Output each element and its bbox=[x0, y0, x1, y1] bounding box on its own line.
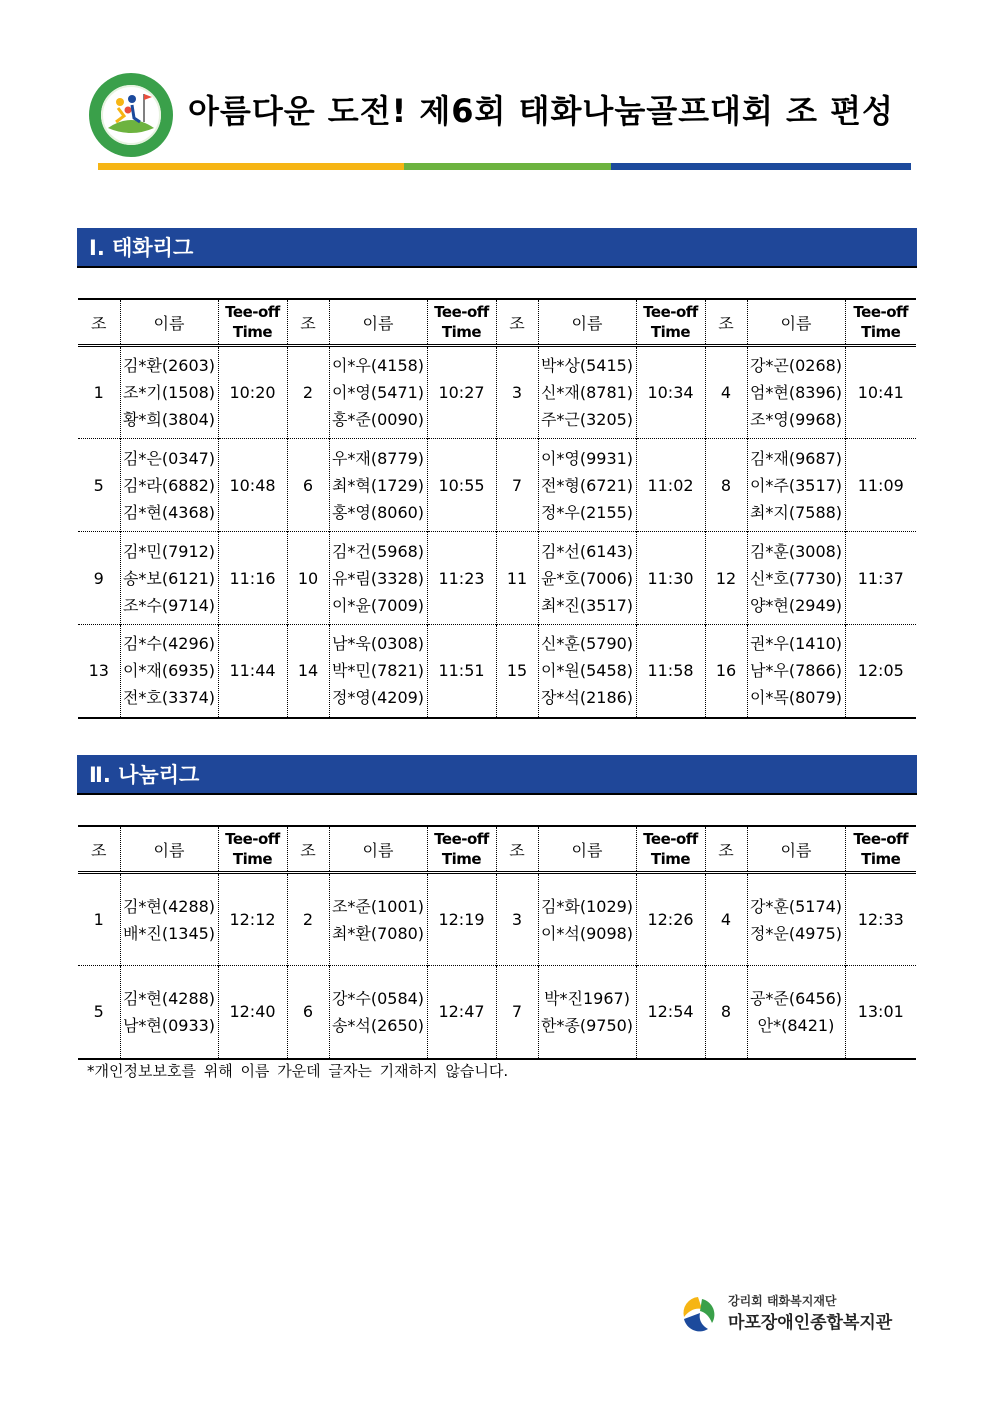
tee-off-label: Tee-off bbox=[853, 303, 909, 321]
player-name: 신*재(8781) bbox=[540, 383, 634, 402]
column-header-group: 조 bbox=[496, 826, 538, 873]
player-name: 김*현(4288) bbox=[122, 896, 216, 916]
player-name: 김*선(6143) bbox=[540, 541, 634, 561]
title-underline-yellow bbox=[98, 163, 404, 170]
tee-off-time: 12:19 bbox=[427, 873, 496, 966]
group-number: 12 bbox=[705, 532, 747, 625]
player-name: 우*재(8779) bbox=[331, 448, 425, 468]
player-names bbox=[747, 625, 845, 718]
player-name: 윤*호(7006) bbox=[540, 568, 634, 588]
group-number: 9 bbox=[93, 568, 104, 588]
group-number: 11 bbox=[496, 532, 538, 625]
table-row bbox=[78, 966, 916, 1059]
player-name: 남*우(7866) bbox=[749, 661, 843, 681]
player-names bbox=[538, 966, 636, 1059]
column-header-tee-off-time bbox=[636, 299, 705, 346]
group-number: 5 bbox=[93, 475, 104, 495]
tee-off-label: Tee-off bbox=[225, 303, 280, 321]
time-label: Time bbox=[232, 850, 273, 868]
group-number: 2 bbox=[287, 873, 329, 966]
player-name: 강*훈(5174) bbox=[749, 896, 843, 916]
tee-off-time: 11:51 bbox=[427, 625, 496, 718]
group-number: 6 bbox=[287, 439, 329, 532]
player-name: 이*영(5471) bbox=[331, 383, 425, 402]
column-header-tee-off-time bbox=[218, 826, 287, 873]
tee-off-time: 11:23 bbox=[427, 532, 496, 625]
player-name: 전*형(6721) bbox=[540, 475, 634, 495]
player-name: 남*현(0933) bbox=[122, 1015, 216, 1035]
tee-off-time: 10:27 bbox=[427, 346, 496, 439]
player-names bbox=[329, 966, 427, 1059]
player-name: 김*은(0347) bbox=[122, 448, 216, 468]
tee-off-label: Tee-off bbox=[643, 830, 698, 848]
player-names bbox=[747, 346, 845, 439]
player-name: 홍*준(0090) bbox=[331, 410, 425, 429]
player-name: 송*석(2650) bbox=[331, 1015, 425, 1035]
player-name: 이*주(3517) bbox=[749, 475, 843, 495]
player-name: 최*혁(1729) bbox=[331, 475, 425, 495]
player-names bbox=[329, 873, 427, 966]
player-name: 김*라(6882) bbox=[122, 475, 216, 495]
column-header-tee-off-time bbox=[845, 299, 916, 346]
player-name: 박*민(7821) bbox=[331, 661, 425, 681]
player-name: 황*희(3804) bbox=[122, 410, 216, 429]
player-names bbox=[329, 625, 427, 718]
player-names bbox=[538, 873, 636, 966]
page-title: 아름다운 도전! 제6회 태화나눔골프대회 조 편성 bbox=[188, 92, 894, 130]
player-name: 공*준(6456) bbox=[749, 988, 843, 1008]
group-number: 3 bbox=[496, 346, 538, 439]
player-names bbox=[747, 966, 845, 1059]
player-name: 최*진(3517) bbox=[540, 595, 634, 615]
player-name: 장*석(2186) bbox=[540, 688, 634, 708]
time-label: Time bbox=[650, 850, 691, 868]
group-number: 7 bbox=[496, 439, 538, 532]
player-name: 조*영(9968) bbox=[749, 410, 843, 429]
player-name: 안*(8421) bbox=[757, 1015, 835, 1035]
golf-tournament-emblem-icon bbox=[88, 72, 174, 158]
tee-off-label: Tee-off bbox=[434, 830, 489, 848]
time-label: Time bbox=[441, 850, 482, 868]
group-number: 8 bbox=[705, 966, 747, 1059]
group-number: 1 bbox=[93, 383, 104, 402]
tee-off-time: 10:41 bbox=[845, 346, 916, 439]
tee-off-time: 10:34 bbox=[636, 346, 705, 439]
column-header-group: 조 bbox=[705, 299, 747, 346]
player-name: 이*윤(7009) bbox=[331, 595, 425, 615]
time-label: Time bbox=[861, 850, 901, 868]
player-name: 최*환(7080) bbox=[331, 923, 425, 943]
group-number: 1 bbox=[93, 910, 104, 929]
player-name: 이*영(9931) bbox=[540, 448, 634, 468]
tee-off-time: 12:33 bbox=[845, 873, 916, 966]
tee-off-label: Tee-off bbox=[853, 830, 909, 848]
player-name: 전*호(3374) bbox=[122, 688, 216, 708]
tee-off-label: Tee-off bbox=[643, 303, 698, 321]
tee-off-time: 11:02 bbox=[636, 439, 705, 532]
player-names bbox=[329, 439, 427, 532]
player-name: 김*화(1029) bbox=[540, 896, 634, 916]
player-names bbox=[538, 346, 636, 439]
tee-off-time: 11:44 bbox=[218, 625, 287, 718]
section-header-league2: Ⅱ. 나눔리그 bbox=[77, 755, 917, 795]
tee-off-time: 11:09 bbox=[845, 439, 916, 532]
column-header-name: 이름 bbox=[329, 299, 427, 346]
group-number: 15 bbox=[496, 625, 538, 718]
player-names bbox=[120, 532, 218, 625]
player-name: 정*운(4975) bbox=[749, 923, 843, 943]
column-header-group: 조 bbox=[705, 826, 747, 873]
group-number: 13 bbox=[88, 661, 109, 681]
player-name: 김*현(4288) bbox=[122, 988, 216, 1008]
table-row bbox=[78, 439, 916, 532]
column-header-group: 조 bbox=[287, 826, 329, 873]
player-name: 정*우(2155) bbox=[540, 502, 634, 522]
group-number: 5 bbox=[93, 1002, 104, 1022]
player-name: 배*진(1345) bbox=[122, 923, 216, 943]
table-row bbox=[78, 532, 916, 625]
league1-table bbox=[78, 298, 916, 719]
group-number: 14 bbox=[287, 625, 329, 718]
tee-off-time: 10:48 bbox=[218, 439, 287, 532]
player-name: 이*재(6935) bbox=[122, 661, 216, 681]
player-name: 엄*현(8396) bbox=[749, 383, 843, 402]
player-name: 강*수(0584) bbox=[331, 988, 425, 1008]
player-name: 이*석(9098) bbox=[540, 923, 634, 943]
player-name: 남*욱(0308) bbox=[331, 634, 425, 654]
header-row bbox=[78, 826, 916, 873]
title-underline-green bbox=[404, 163, 611, 170]
player-names bbox=[120, 625, 218, 718]
player-name: 신*호(7730) bbox=[749, 568, 843, 588]
player-names bbox=[747, 873, 845, 966]
column-header-group: 조 bbox=[91, 840, 107, 860]
player-name: 김*현(4368) bbox=[122, 502, 216, 522]
tee-off-time: 11:37 bbox=[845, 532, 916, 625]
player-names bbox=[747, 532, 845, 625]
welfare-center-logo-icon bbox=[678, 1293, 720, 1333]
footer-org-main: 마포장애인종합복지관 bbox=[728, 1313, 893, 1333]
tee-off-time: 12:12 bbox=[218, 873, 287, 966]
player-name: 이*목(8079) bbox=[749, 688, 843, 708]
player-name: 양*현(2949) bbox=[749, 595, 843, 615]
privacy-note: *개인정보보호를 위해 이름 가운데 글자는 기재하지 않습니다. bbox=[87, 1062, 509, 1080]
group-number: 6 bbox=[287, 966, 329, 1059]
table-row bbox=[78, 346, 916, 439]
player-name: 박*진1967) bbox=[544, 988, 630, 1008]
player-name: 강*곤(0268) bbox=[749, 356, 843, 375]
player-name: 최*지(7588) bbox=[749, 502, 843, 522]
tee-off-time: 10:55 bbox=[427, 439, 496, 532]
player-name: 김*재(9687) bbox=[749, 448, 843, 468]
player-name: 주*근(3205) bbox=[540, 410, 634, 429]
time-label: Time bbox=[232, 323, 273, 341]
player-names bbox=[120, 439, 218, 532]
tee-off-time: 12:26 bbox=[636, 873, 705, 966]
column-header-group: 조 bbox=[287, 299, 329, 346]
player-names bbox=[120, 873, 218, 966]
footer-org-sub: 강리회 태화복지재단 bbox=[728, 1294, 837, 1308]
player-names bbox=[120, 966, 218, 1059]
column-header-tee-off-time bbox=[845, 826, 916, 873]
column-header-group: 조 bbox=[496, 299, 538, 346]
group-number: 16 bbox=[705, 625, 747, 718]
tee-off-time: 12:40 bbox=[218, 966, 287, 1059]
tee-off-time: 11:30 bbox=[636, 532, 705, 625]
player-name: 이*우(4158) bbox=[331, 356, 425, 375]
column-header-tee-off-time bbox=[218, 299, 287, 346]
column-header-name: 이름 bbox=[747, 299, 845, 346]
player-name: 김*환(2603) bbox=[122, 356, 216, 375]
player-name: 김*훈(3008) bbox=[749, 541, 843, 561]
time-label: Time bbox=[441, 323, 482, 341]
player-names bbox=[747, 439, 845, 532]
group-number: 4 bbox=[705, 346, 747, 439]
title-underline-blue bbox=[611, 163, 911, 170]
column-header-name: 이름 bbox=[538, 826, 636, 873]
group-number: 3 bbox=[496, 873, 538, 966]
tee-off-time: 11:16 bbox=[218, 532, 287, 625]
section-header-league1: Ⅰ. 태화리그 bbox=[77, 228, 917, 268]
player-name: 신*훈(5790) bbox=[540, 634, 634, 654]
player-names bbox=[538, 439, 636, 532]
player-name: 홍*영(8060) bbox=[331, 502, 425, 522]
player-name: 조*기(1508) bbox=[122, 383, 216, 402]
column-header-name: 이름 bbox=[747, 826, 845, 873]
column-header-name: 이름 bbox=[120, 826, 218, 873]
group-number: 2 bbox=[287, 346, 329, 439]
header-row bbox=[78, 299, 916, 346]
group-number: 8 bbox=[705, 439, 747, 532]
column-header-tee-off-time bbox=[636, 826, 705, 873]
player-names bbox=[120, 346, 218, 439]
player-names bbox=[329, 346, 427, 439]
column-header-tee-off-time bbox=[427, 826, 496, 873]
league2-table bbox=[78, 825, 916, 1060]
tee-off-time: 13:01 bbox=[845, 966, 916, 1059]
player-name: 이*원(5458) bbox=[540, 661, 634, 681]
player-names bbox=[538, 532, 636, 625]
player-names bbox=[329, 532, 427, 625]
player-name: 권*우(1410) bbox=[749, 634, 843, 654]
tee-off-label: Tee-off bbox=[225, 830, 280, 848]
group-number: 10 bbox=[287, 532, 329, 625]
time-label: Time bbox=[861, 323, 901, 341]
table-row bbox=[78, 873, 916, 966]
player-name: 조*수(9714) bbox=[122, 595, 216, 615]
group-number: 4 bbox=[705, 873, 747, 966]
column-header-tee-off-time bbox=[427, 299, 496, 346]
player-name: 유*림(3328) bbox=[331, 568, 425, 588]
tee-off-time: 11:58 bbox=[636, 625, 705, 718]
tee-off-time: 12:05 bbox=[845, 625, 916, 718]
player-name: 송*보(6121) bbox=[122, 568, 216, 588]
player-name: 박*상(5415) bbox=[540, 356, 634, 375]
time-label: Time bbox=[650, 323, 691, 341]
group-number: 7 bbox=[496, 966, 538, 1059]
column-header-group: 조 bbox=[91, 313, 107, 333]
player-name: 조*준(1001) bbox=[331, 896, 425, 916]
player-name: 김*민(7912) bbox=[122, 541, 216, 561]
player-names bbox=[538, 625, 636, 718]
tee-off-time: 12:54 bbox=[636, 966, 705, 1059]
player-name: 김*수(4296) bbox=[122, 634, 216, 654]
footer-org-logo bbox=[678, 1290, 928, 1334]
player-name: 정*영(4209) bbox=[331, 688, 425, 708]
tee-off-time: 10:20 bbox=[218, 346, 287, 439]
column-header-name: 이름 bbox=[538, 299, 636, 346]
table-row bbox=[78, 625, 916, 718]
tee-off-label: Tee-off bbox=[434, 303, 489, 321]
player-name: 한*종(9750) bbox=[540, 1015, 634, 1035]
player-name: 김*건(5968) bbox=[331, 541, 425, 561]
column-header-name: 이름 bbox=[329, 826, 427, 873]
tee-off-time: 12:47 bbox=[427, 966, 496, 1059]
column-header-name: 이름 bbox=[120, 299, 218, 346]
